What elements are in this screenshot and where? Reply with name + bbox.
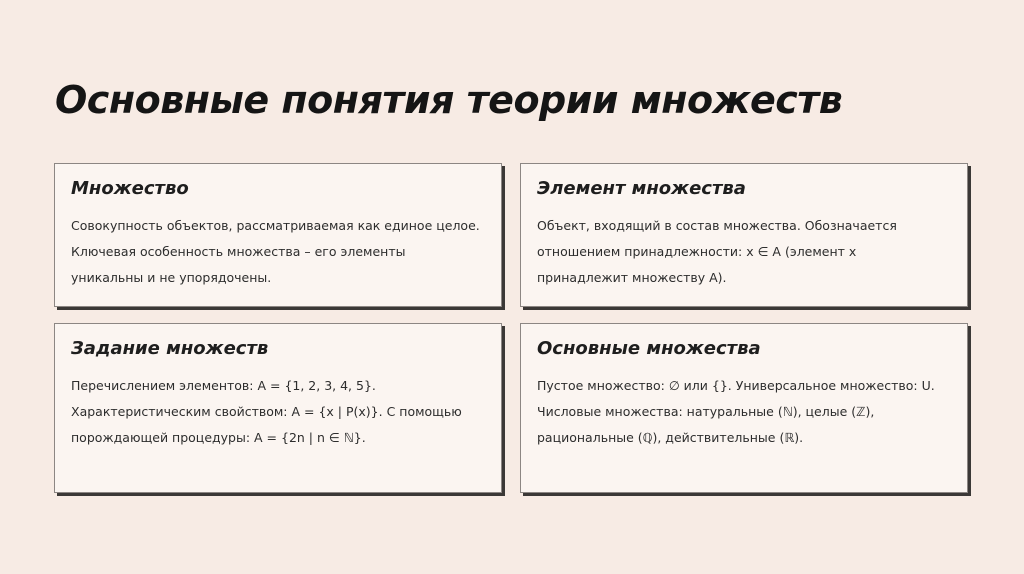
card-basic-sets — [520, 323, 968, 493]
card-set-definition — [54, 323, 502, 493]
card-set-text: Совокупность объектов, рассматриваемая как единое целое. Ключевая особенность множества – его элементы уникальны и не упорядочены. — [71, 218, 480, 285]
card-set-element-text: Объект, входящий в состав множества. Обозначается отношением принадлежности: x ∈ A (элемент x принадлежит множеству A). — [537, 218, 897, 285]
card-set-title: Множество — [71, 178, 189, 199]
card-basic-sets-title: Основные множества — [537, 338, 761, 359]
card-set-element — [520, 163, 968, 307]
card-basic-sets-text: Пустое множество: ∅ или {}. Универсальное множество: U. Числовые множества: натуральные (ℕ), целые (ℤ), рациональные (ℚ), действительные (ℝ). — [537, 378, 935, 445]
card-set — [54, 163, 502, 307]
slide-title: Основные понятия теории множеств — [55, 78, 843, 122]
card-set-definition-title: Задание множеств — [71, 338, 269, 359]
card-set-definition-text: Перечислением элементов: A = {1, 2, 3, 4, 5}. Характеристическим свойством: A = {x | P(x)}. С помощью порождающей процедуры: A = {2n | n ∈ ℕ}. — [71, 378, 462, 445]
card-set-element-title: Элемент множества — [537, 178, 746, 199]
